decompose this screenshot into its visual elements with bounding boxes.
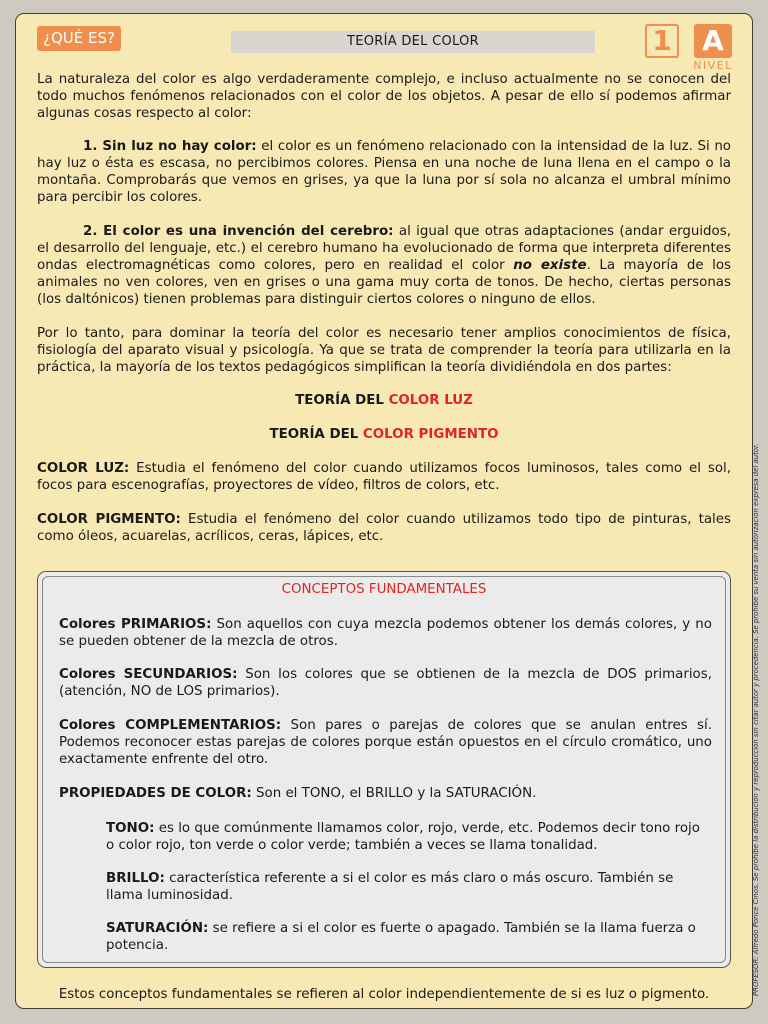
footer-note: Estos conceptos fundamentales se refieren al color independientemente de si es luz o pigmento.: [58, 987, 710, 1002]
color-luz-text: Estudia el fenómeno del color cuando utilizamos focos luminosos, tales como el sol, focos para escenografías, proyectores de vídeo, filtros de colors, etc.: [37, 461, 731, 493]
concept-complementarios-lead: Colores COMPLEMENTARIOS:: [59, 718, 282, 733]
property-saturacion-lead: SATURACIÓN:: [106, 921, 209, 936]
property-saturacion-text: se refiere a si el color es fuerte o apagado. También se la llama fuerza o potencia.: [106, 921, 696, 953]
concept-secundarios-lead: Colores SECUNDARIOS:: [59, 667, 238, 682]
concept-complementarios-text: Son pares o parejas de colores que se anulan entres sí. Podemos reconocer estas parejas de colores porque están opuestos en el círculo cromático, uno exactamente enfrente del otro.: [59, 718, 713, 767]
author-copyright-note: PROFESOR: Alfredo Ponce Cinos. Se prohíbe la distribución y reproducción sin citar autor y procedencia. Se prohíbe su venta sin autorización expresa del autor.: [752, 443, 760, 996]
level-letter: A: [694, 24, 732, 58]
point-1-text: el color es un fenómeno relacionado con la intensidad de la luz. Si no hay luz o ésta es escasa, no percibimos colores. Piensa en una noche de luna llena en el campo o la montaña. Comprobarás que vemos en grises, ya que la luna por sí sola no alcanza el umbral mínimo para percibir los colores.: [37, 139, 731, 205]
unit-number: 1: [645, 24, 679, 58]
color-pigmento-lead: COLOR PIGMENTO:: [37, 512, 181, 527]
theory-luz-line: [0, 392, 768, 409]
concept-primarios-lead: Colores PRIMARIOS:: [59, 617, 212, 632]
color-luz-lead: COLOR LUZ:: [37, 461, 130, 476]
que-es-badge: ¿QUÉ ES?: [37, 26, 121, 51]
property-brillo-text: característica referente a si el color es más claro o más oscuro. También se llama luminosidad.: [106, 871, 674, 903]
theory-pigmento-name: COLOR PIGMENTO: [362, 427, 499, 442]
property-brillo-lead: BRILLO:: [106, 871, 165, 886]
property-saturacion: [106, 920, 712, 954]
concept-complementarios: [59, 717, 712, 768]
theory-pigmento-prefix: TEORÍA DEL: [269, 427, 363, 442]
property-tono: [106, 820, 712, 854]
point-2-emphasis: no existe: [513, 258, 587, 273]
property-brillo: [106, 870, 712, 904]
concept-primarios: [59, 616, 712, 650]
point-2-text-b: . La mayoría de los animales no ven colores, ven en grises o una gama muy corta de tonos. De hecho, ciertas personas (los daltónicos) tienen problemas para distinguir ciertos colores o ninguno de ellos.: [37, 258, 731, 307]
concept-secundarios: [59, 666, 712, 700]
concept-propiedades-text: Son el TONO, el BRILLO y la SATURACIÓN.: [251, 786, 537, 801]
point-2-lead: 2. El color es una invención del cerebro:: [83, 224, 394, 239]
concept-propiedades-lead: PROPIEDADES DE COLOR:: [59, 786, 252, 801]
page-title: TEORÍA DEL COLOR: [231, 31, 595, 53]
theory-pigmento-line: [0, 426, 768, 443]
property-tono-text: es lo que comúnmente llamamos color, rojo, verde, etc. Podemos decir tono rojo o color rojo, ton verde o color verde; también a veces se llama tonalidad.: [106, 821, 700, 853]
concept-primarios-text: Son aquellos con cuya mezcla podemos obtener los demás colores, y no se pueden obtener de la mezcla de otros.: [59, 617, 712, 649]
property-tono-lead: TONO:: [106, 821, 155, 836]
conclusion-paragraph: Por lo tanto, para dominar la teoría del color es necesario tener amplios conocimientos de física, fisiología del aparato visual y psicología. Ya que se trata de comprender la teoría para utilizarla en la práctica, la mayoría de los textos pedagógicos simplifican la teoría dividiéndola en dos partes:: [37, 326, 731, 375]
intro-paragraph: La naturaleza del color es algo verdaderamente complejo, e incluso actualmente no se conocen del todo muchos fenómenos relacionados con el color de los objetos. A pesar de ello sí podemos afirmar algunas cosas respecto al color:: [37, 72, 731, 121]
color-pigmento-text: Estudia el fenómeno del color cuando utilizamos todo tipo de pinturas, tales como óleos, acuarelas, acrílicos, ceras, lápices, etc.: [37, 512, 731, 544]
point-2-paragraph: [37, 223, 731, 308]
concepts-title: CONCEPTOS FUNDAMENTALES: [281, 582, 487, 597]
color-pigmento-paragraph: [37, 511, 731, 545]
concept-secundarios-text: Son los colores que se obtienen de la mezcla de DOS primarios, (atención, NO de LOS primarios).: [59, 667, 712, 699]
point-2-text-a: al igual que otras adaptaciones (andar erguidos, el desarrollo del lenguaje, etc.) el cerebro humano ha evolucionado de forma que interpreta diferentes ondas electromagnéticas como colores, pero en realidad el color: [37, 224, 731, 273]
color-luz-paragraph: [37, 460, 731, 494]
level-label: NIVEL: [693, 59, 733, 72]
concept-propiedades: [59, 785, 712, 802]
point-1-paragraph: [37, 138, 731, 206]
theory-luz-prefix: TEORÍA DEL: [295, 393, 389, 408]
point-1-lead: 1. Sin luz no hay color:: [83, 139, 257, 154]
theory-luz-name: COLOR LUZ: [388, 393, 473, 408]
